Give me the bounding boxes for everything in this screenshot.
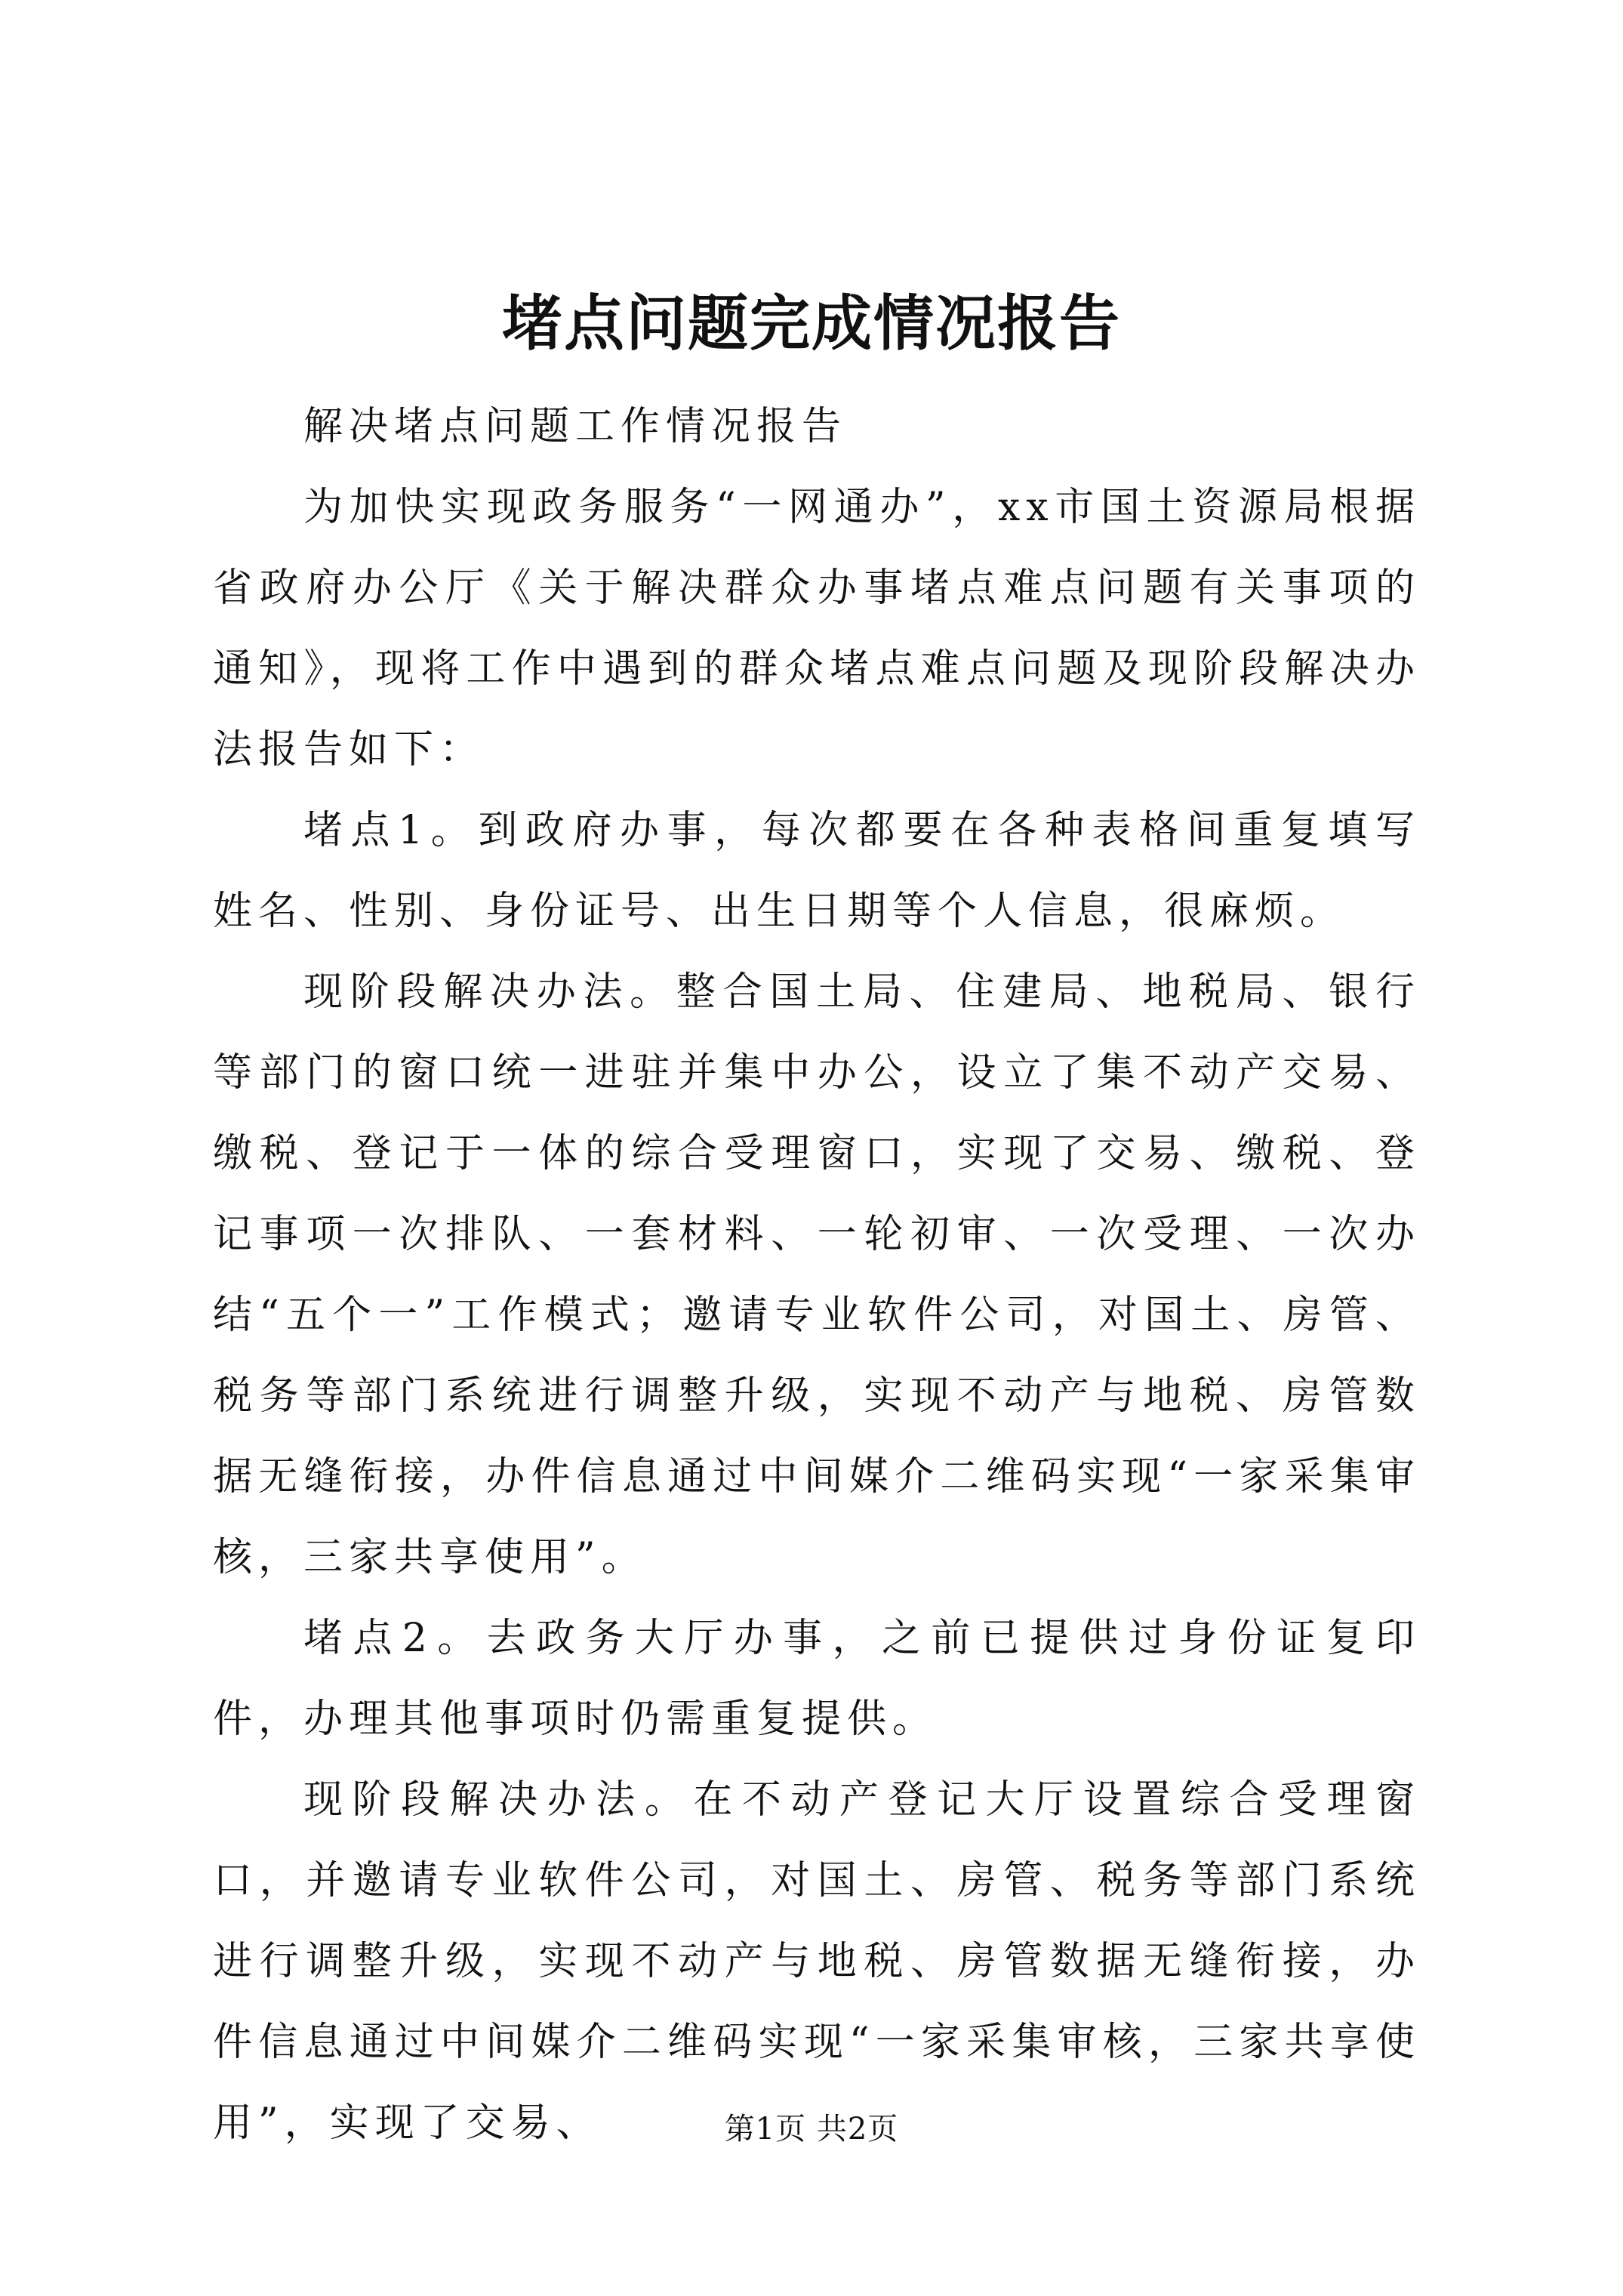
- document-body: [213, 387, 1421, 2164]
- paragraph-intro: 为加快实现政务服务“一网通办”，xx市国土资源局根据省政府办公厅《关于解决群众办事堵点难点问题有关事项的通知》，现将工作中遇到的群众堵点难点问题及现阶段解决办法报告如下：: [213, 485, 1421, 772]
- paragraph-blockpoint-1: 堵点1。到政府办事，每次都要在各种表格间重复填写姓名、性别、身份证号、出生日期等个人信息，很麻烦。: [213, 808, 1421, 934]
- paragraph-solution-2: 现阶段解决办法。在不动产登记大厅设置综合受理窗口，并邀请专业软件公司，对国土、房管、税务等部门系统进行调整升级，实现不动产与地税、房管数据无缝衔接，办件信息通过中间媒介二维码实现“一家采集审核，三家共享使用”，实现了交易、: [213, 1777, 1421, 2146]
- paragraph-solution-1: 现阶段解决办法。整合国土局、住建局、地税局、银行等部门的窗口统一进驻并集中办公，设立了集不动产交易、缴税、登记于一体的综合受理窗口，实现了交易、缴税、登记事项一次排队、一套材料、一轮初审、一次受理、一次办结“五个一”工作模式；邀请专业软件公司，对国土、房管、税务等部门系统进行调整升级，实现不动产与地税、房管数据无缝衔接，办件信息通过中间媒介二维码实现“一家采集审核，三家共享使用”。: [213, 969, 1421, 1580]
- paragraph-subtitle: 解决堵点问题工作情况报告: [303, 404, 848, 449]
- page-footer: 第1页 共2页: [724, 2112, 899, 2147]
- paragraph-blockpoint-2: 堵点2。去政务大厅办事，之前已提供过身份证复印件，办理其他事项时仍需重复提供。: [213, 1616, 1421, 1742]
- document-title: 堵点问题完成情况报告: [502, 288, 1121, 359]
